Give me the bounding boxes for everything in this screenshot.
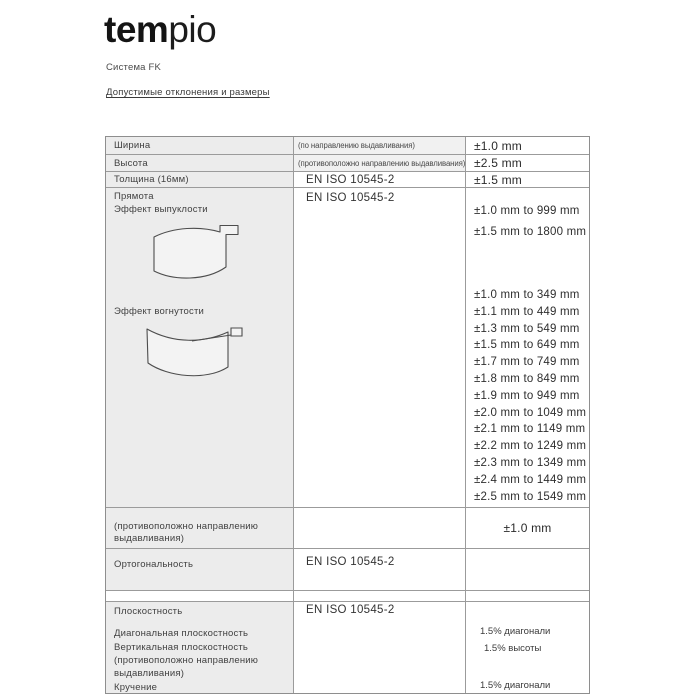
tolerance-line: ±1.1 mm to 449 mm [474, 305, 580, 318]
table-row-thickness [106, 172, 589, 188]
tolerance-line: ±1.7 mm to 749 mm [474, 356, 580, 369]
torsion-label: Кручение [114, 682, 158, 693]
cell-straightness-labels [106, 188, 294, 507]
straightness-method: EN ISO 10545-2 [306, 192, 395, 204]
cell-method-thickness: EN ISO 10545-2 [294, 172, 466, 187]
tolerance-line: ±2.2 mm to 1249 mm [474, 440, 587, 453]
vertical-flatness-value: 1.5% высоты [484, 643, 542, 654]
concavity-effect-icon [144, 326, 244, 381]
primary-tolerance-list [474, 188, 589, 243]
length-tolerance-list [474, 287, 589, 505]
diagonal-flatness-value: 1.5% диагонали [480, 626, 551, 637]
tolerances-table [105, 136, 590, 694]
cell-value-width: ±1.0 mm [466, 137, 589, 154]
tolerance-line: ±1.3 mm to 549 mm [474, 322, 580, 335]
cell-flatness-values [466, 602, 589, 693]
convexity-label: Эффект выпуклости [114, 204, 208, 215]
tolerance-line: ±2.4 mm to 1449 mm [474, 473, 587, 486]
tolerance-line: ±1.5 mm to 649 mm [474, 339, 580, 352]
cell-parameter-width: Ширина [106, 137, 294, 154]
cell-value-height: ±2.5 mm [466, 155, 589, 171]
cell-parameter-height: Высота [106, 155, 294, 171]
spacer-cell [466, 591, 589, 601]
table-row-width [106, 137, 589, 155]
torsion-value: 1.5% диагонали [480, 680, 551, 691]
doc-title-link[interactable]: Допустимые отклонения и размеры [106, 87, 270, 98]
flatness-label: Плоскостность [114, 606, 183, 617]
table-row-flatness [106, 602, 589, 693]
straightness-label: Прямота [114, 191, 154, 202]
cell-straightness-values [466, 188, 589, 507]
tolerance-line: ±2.3 mm to 1349 mm [474, 456, 587, 469]
table-row-height [106, 155, 589, 172]
tolerance-line: ±2.5 mm to 1549 mm [474, 490, 587, 503]
tolerance-line: ±1.8 mm to 849 mm [474, 372, 580, 385]
cell-parameter-thickness: Толщина (16мм) [106, 172, 294, 187]
cell-opposite-parameter: (противоположно направлению выдавливания) [106, 508, 294, 548]
cell-orthogonality-method: EN ISO 10545-2 [294, 549, 466, 590]
cell-straightness-method [294, 188, 466, 507]
cell-method-height: (противоположно направлению выдавливания) [294, 155, 466, 171]
tolerance-line: ±1.0 mm to 349 mm [474, 289, 580, 301]
system-label: Система FK [106, 62, 162, 73]
cell-value-thickness: ±1.5 mm [466, 172, 589, 187]
cell-flatness-method: EN ISO 10545-2 [294, 602, 466, 693]
vertical-flatness-label: Вертикальная плоскостность (противоположно направлению выдавливания) [114, 642, 259, 679]
table-row-orthogonality [106, 549, 589, 591]
tempio-logo [104, 8, 216, 52]
tolerance-line: ±2.1 mm to 1149 mm [474, 423, 586, 436]
cell-orthogonality-parameter: Ортогональность [106, 549, 294, 590]
cell-opposite-value: ±1.0 mm [466, 508, 589, 548]
tolerance-line: ±2.0 mm to 1049 mm [474, 406, 587, 419]
cell-flatness-parameters [106, 602, 294, 693]
cell-method-width: (по направлению выдавливания) [294, 137, 466, 154]
cell-opposite-method [294, 508, 466, 548]
table-spacer-row [106, 591, 589, 602]
tolerance-line: ±1.9 mm to 949 mm [474, 389, 580, 402]
cell-orthogonality-value [466, 549, 589, 590]
tolerance-line: ±1.5 mm to 1800 mm [474, 226, 587, 238]
tolerance-line: ±1.0 mm to 999 mm [474, 205, 580, 217]
table-row-opposite-direction [106, 508, 589, 549]
diagonal-flatness-label: Диагональная плоскостность [114, 628, 249, 639]
spacer-cell [106, 591, 294, 601]
logo-text-bold: tem [104, 9, 169, 50]
convexity-effect-icon [150, 223, 242, 285]
concavity-label: Эффект вогнутости [114, 306, 205, 317]
spacer-cell [294, 591, 466, 601]
logo-text-light: pio [168, 9, 217, 50]
table-row-straightness [106, 188, 589, 508]
